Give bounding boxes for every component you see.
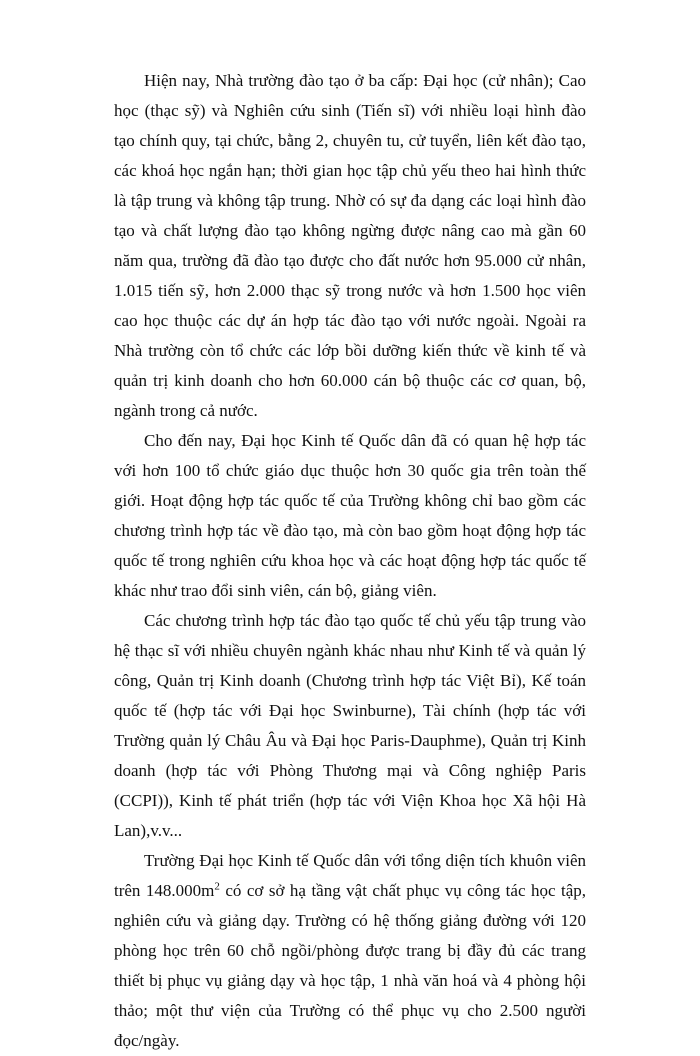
area-superscript: 2 <box>214 880 220 893</box>
paragraph-programs: Các chương trình hợp tác đào tạo quốc tế chủ yếu tập trung vào hệ thạc sĩ với nhiều chuyên ngành khác nhau như Kinh tế và quản lý công, Quản trị Kinh doanh (Chương trình hợp tác Việt Bỉ), Kế toán quốc tế (hợp tác với Đại học Swinburne), Tài chính (hợp tác với Trường quản lý Châu Âu và Đại học Paris-Dauphme), Quản trị Kinh doanh (hợp tác với Phòng Thương mại và Công nghiệp Paris (CCPI)), Kinh tế phát triển (hợp tác với Viện Khoa học Xã hội Hà Lan),v.v... <box>114 611 586 840</box>
document-page <box>114 66 586 1056</box>
facilities-text-end: có cơ sở hạ tầng vật chất phục vụ công tác học tập, nghiên cứu và giảng dạy. Trường có hệ thống giảng đường với 120 phòng học trên 60 chỗ ngồi/phòng được trang bị đầy đủ các trang thiết bị phục vụ giảng dạy và học tập, 1 nhà văn hoá và 4 phòng hội thảo; một thư viện của Trường có thể phục vụ cho 2.500 người đọc/ngày. <box>114 881 586 1050</box>
paragraph-training-levels: Hiện nay, Nhà trường đào tạo ở ba cấp: Đại học (cử nhân); Cao học (thạc sỹ) và Nghiên cứu sinh (Tiến sĩ) với nhiều loại hình đào tạo chính quy, tại chức, bằng 2, chuyên tu, cử tuyển, liên kết đào tạo, các khoá học ngắn hạn; thời gian học tập chủ yếu theo hai hình thức là tập trung và không tập trung. Nhờ có sự đa dạng các loại hình đào tạo và chất lượng đào tạo không ngừng được nâng cao mà gần 60 năm qua, trường đã đào tạo được cho đất nước hơn 95.000 cử nhân, 1.015 tiến sỹ, hơn 2.000 thạc sỹ trong nước và hơn 1.500 học viên cao học thuộc các dự án hợp tác đào tạo với nước ngoài. Ngoài ra Nhà trường còn tổ chức các lớp bồi dưỡng kiến thức về kinh tế và quản trị kinh doanh cho hơn 60.000 cán bộ thuộc các cơ quan, bộ, ngành trong cả nước. <box>114 71 586 420</box>
paragraph-facilities <box>114 846 586 1056</box>
facilities-text-start: Trường Đại học Kinh tế Quốc dân với tổng diện tích khuôn viên trên 148.000m <box>114 851 586 900</box>
paragraph-cooperation: Cho đến nay, Đại học Kinh tế Quốc dân đã có quan hệ hợp tác với hơn 100 tổ chức giáo dục thuộc hơn 30 quốc gia trên toàn thế giới. Hoạt động hợp tác quốc tế của Trường không chỉ bao gồm các chương trình hợp tác về đào tạo, mà còn bao gồm hoạt động hợp tác quốc tế trong nghiên cứu khoa học và các hoạt động hợp tác quốc tế khác như trao đổi sinh viên, cán bộ, giảng viên. <box>114 431 586 600</box>
